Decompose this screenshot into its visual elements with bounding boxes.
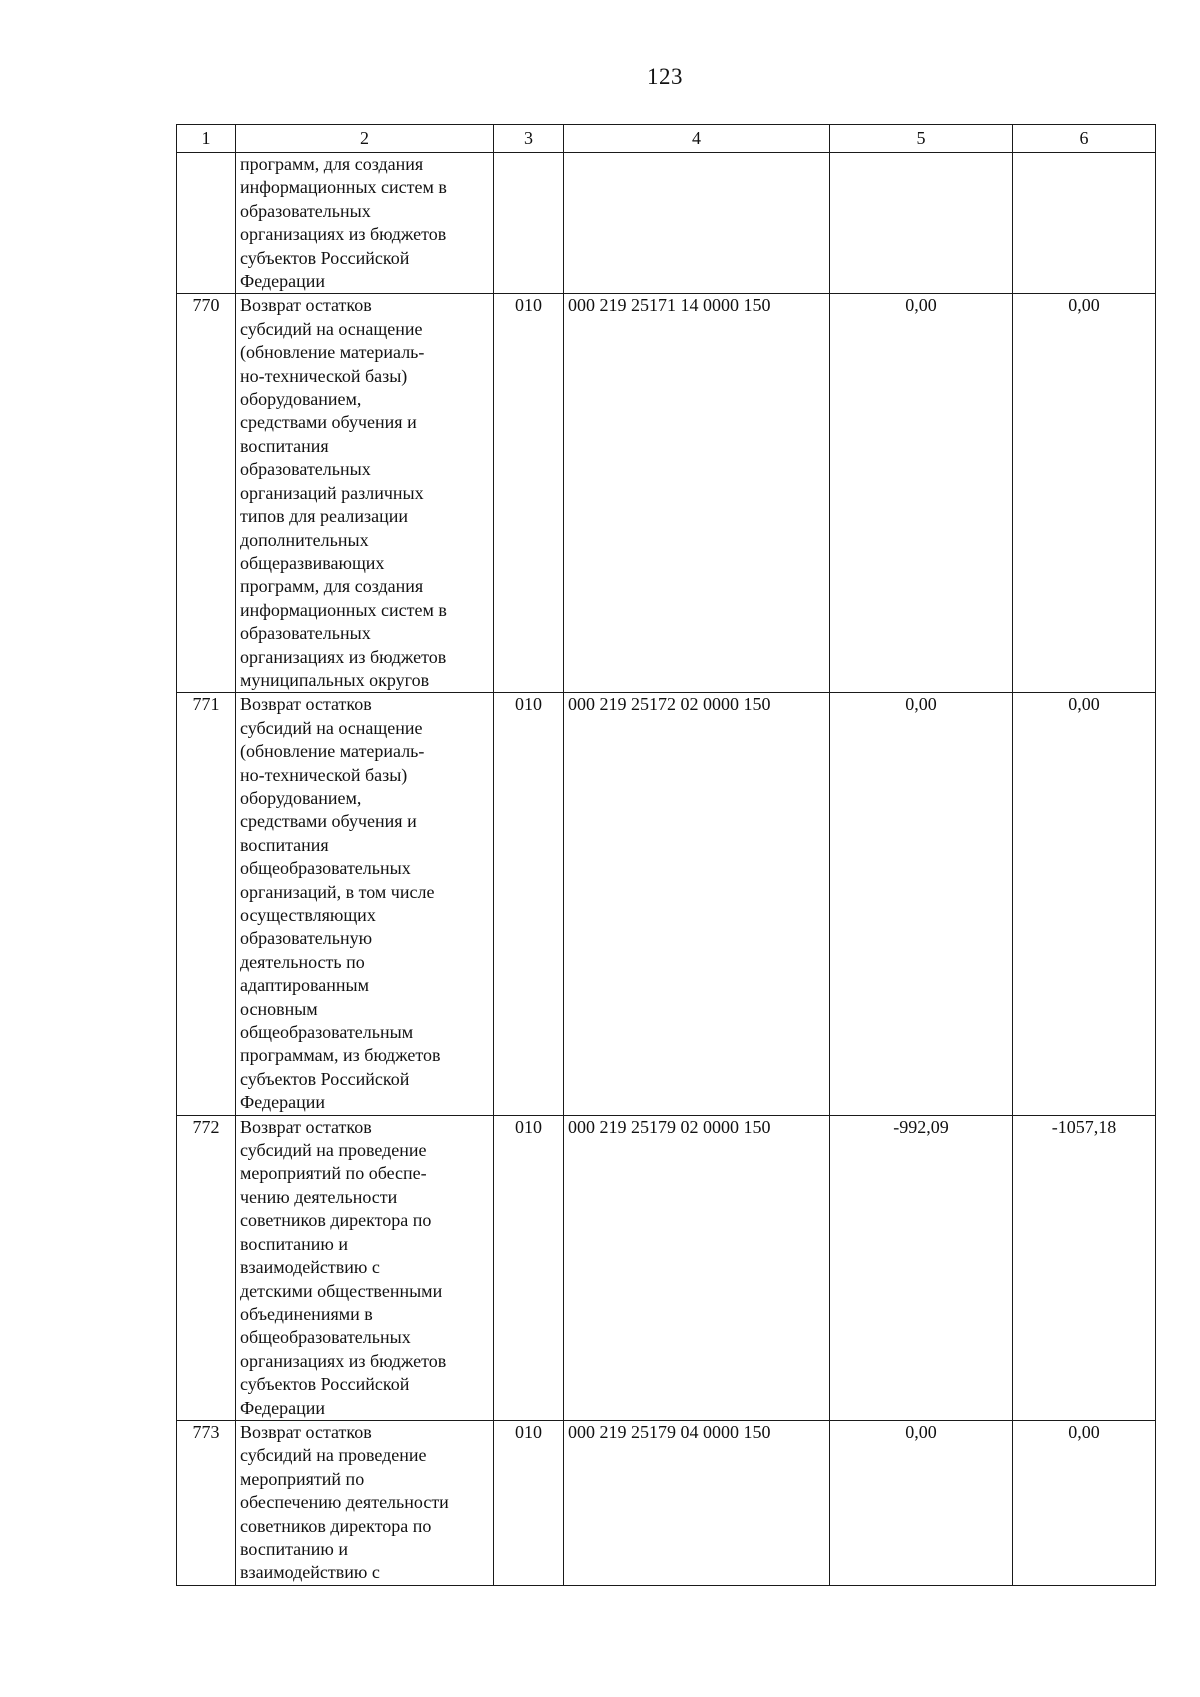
description-line: муниципальных округов bbox=[240, 669, 430, 690]
value-col5-cell: -992,09 bbox=[830, 1115, 1013, 1420]
description-line: организациях из бюджетов bbox=[240, 224, 447, 245]
description-line: организаций различных bbox=[240, 482, 424, 503]
row-number-cell: 770 bbox=[177, 294, 236, 693]
description-line: общеразвивающих bbox=[240, 552, 385, 573]
description-cell bbox=[236, 1115, 494, 1420]
value-col6-cell: -1057,18 bbox=[1013, 1115, 1156, 1420]
column-header-1: 1 bbox=[177, 125, 236, 153]
description-line: программ, для создания bbox=[240, 576, 424, 597]
description-line: субсидий на оснащение bbox=[240, 318, 423, 339]
description-line: но-технической базы) bbox=[240, 365, 408, 386]
value-col6-cell: 0,00 bbox=[1013, 693, 1156, 1115]
column-header-6: 6 bbox=[1013, 125, 1156, 153]
description-cell bbox=[236, 693, 494, 1115]
description-line: советников директора по bbox=[240, 1210, 432, 1231]
description-line: субсидий на проведение bbox=[240, 1140, 427, 1161]
description-line: Возврат остатков bbox=[240, 1421, 372, 1442]
description-line: адаптированным bbox=[240, 975, 370, 996]
description-line: обеспечению деятельности bbox=[240, 1492, 449, 1513]
description-line: Федерации bbox=[240, 1092, 326, 1113]
description-line: оборудованием, bbox=[240, 787, 362, 808]
description-line: но-технической базы) bbox=[240, 764, 408, 785]
description-line: советников директора по bbox=[240, 1515, 432, 1536]
value-col5-cell bbox=[830, 153, 1013, 294]
budget-classification-cell: 000 219 25171 14 0000 150 bbox=[564, 294, 830, 693]
row-number-cell: 772 bbox=[177, 1115, 236, 1420]
description-line: (обновление материаль- bbox=[240, 741, 425, 762]
description-line: Возврат остатков bbox=[240, 694, 372, 715]
description-line: общеобразовательных bbox=[240, 858, 411, 879]
header-row bbox=[177, 125, 1156, 153]
admin-code-cell: 010 bbox=[494, 294, 564, 693]
page-number: 123 bbox=[647, 64, 683, 89]
budget-classification-cell: 000 219 25172 02 0000 150 bbox=[564, 693, 830, 1115]
budget-classification-cell bbox=[564, 153, 830, 294]
description-line: Федерации bbox=[240, 271, 326, 292]
description-line: организациях из бюджетов bbox=[240, 646, 447, 667]
budget-classification-cell: 000 219 25179 04 0000 150 bbox=[564, 1420, 830, 1585]
table-row bbox=[177, 1420, 1156, 1585]
description-line: субсидий на проведение bbox=[240, 1445, 427, 1466]
description-line: типов для реализации bbox=[240, 506, 409, 527]
description-cell bbox=[236, 153, 494, 294]
admin-code-cell bbox=[494, 153, 564, 294]
description-line: чению деятельности bbox=[240, 1186, 398, 1207]
description-line: организациях из бюджетов bbox=[240, 1350, 447, 1371]
description-line: Федерации bbox=[240, 1397, 326, 1418]
description-line: субъектов Российской bbox=[240, 1374, 410, 1395]
table-row bbox=[177, 1115, 1156, 1420]
description-line: взаимодействию с bbox=[240, 1257, 380, 1278]
description-line: субъектов Российской bbox=[240, 247, 410, 268]
row-number-cell: 771 bbox=[177, 693, 236, 1115]
description-line: информационных систем в bbox=[240, 177, 447, 198]
description-line: образовательных bbox=[240, 200, 371, 221]
table-row bbox=[177, 693, 1156, 1115]
table-row bbox=[177, 294, 1156, 693]
admin-code-cell: 010 bbox=[494, 693, 564, 1115]
description-line: программ, для создания bbox=[240, 154, 424, 174]
description-cell bbox=[236, 1420, 494, 1585]
description-line: образовательных bbox=[240, 459, 371, 480]
description-line: образовательную bbox=[240, 928, 373, 949]
admin-code-cell: 010 bbox=[494, 1420, 564, 1585]
description-line: (обновление материаль- bbox=[240, 342, 425, 363]
description-line: субъектов Российской bbox=[240, 1068, 410, 1089]
description-line: оборудованием, bbox=[240, 389, 362, 410]
column-header-5: 5 bbox=[830, 125, 1013, 153]
description-line: деятельность по bbox=[240, 951, 365, 972]
description-line: информационных систем в bbox=[240, 599, 447, 620]
description-line: воспитанию и bbox=[240, 1233, 348, 1254]
description-line: взаимодействию с bbox=[240, 1562, 380, 1583]
table-body bbox=[177, 153, 1156, 1586]
description-line: общеобразовательным bbox=[240, 1022, 414, 1043]
description-line: воспитания bbox=[240, 834, 329, 855]
value-col5-cell: 0,00 bbox=[830, 1420, 1013, 1585]
description-line: основным bbox=[240, 998, 318, 1019]
row-number-cell bbox=[177, 153, 236, 294]
value-col6-cell: 0,00 bbox=[1013, 1420, 1156, 1585]
description-line: осуществляющих bbox=[240, 905, 376, 925]
budget-classification-cell: 000 219 25179 02 0000 150 bbox=[564, 1115, 830, 1420]
description-line: субсидий на оснащение bbox=[240, 717, 423, 738]
description-line: детскими общественными bbox=[240, 1280, 443, 1301]
description-line: Возврат остатков bbox=[240, 295, 372, 316]
description-line: средствами обучения и bbox=[240, 811, 417, 832]
value-col5-cell: 0,00 bbox=[830, 693, 1013, 1115]
description-line: мероприятий по обеспе- bbox=[240, 1163, 427, 1184]
value-col6-cell bbox=[1013, 153, 1156, 294]
description-cell bbox=[236, 294, 494, 693]
description-line: общеобразовательных bbox=[240, 1327, 411, 1348]
column-header-2: 2 bbox=[236, 125, 494, 153]
value-col6-cell: 0,00 bbox=[1013, 294, 1156, 693]
description-line: организаций, в том числе bbox=[240, 881, 435, 902]
value-col5-cell: 0,00 bbox=[830, 294, 1013, 693]
row-number-cell: 773 bbox=[177, 1420, 236, 1585]
admin-code-cell: 010 bbox=[494, 1115, 564, 1420]
description-line: Возврат остатков bbox=[240, 1116, 372, 1137]
table-row bbox=[177, 153, 1156, 294]
description-line: программам, из бюджетов bbox=[240, 1045, 441, 1066]
column-header-3: 3 bbox=[494, 125, 564, 153]
description-line: средствами обучения и bbox=[240, 412, 417, 433]
description-line: воспитанию и bbox=[240, 1538, 348, 1559]
description-line: мероприятий по bbox=[240, 1468, 365, 1489]
description-line: воспитания bbox=[240, 435, 329, 456]
column-header-4: 4 bbox=[564, 125, 830, 153]
description-line: дополнительных bbox=[240, 529, 369, 550]
description-line: объединениями в bbox=[240, 1303, 373, 1324]
budget-table bbox=[176, 124, 1156, 1586]
description-line: образовательных bbox=[240, 623, 371, 644]
